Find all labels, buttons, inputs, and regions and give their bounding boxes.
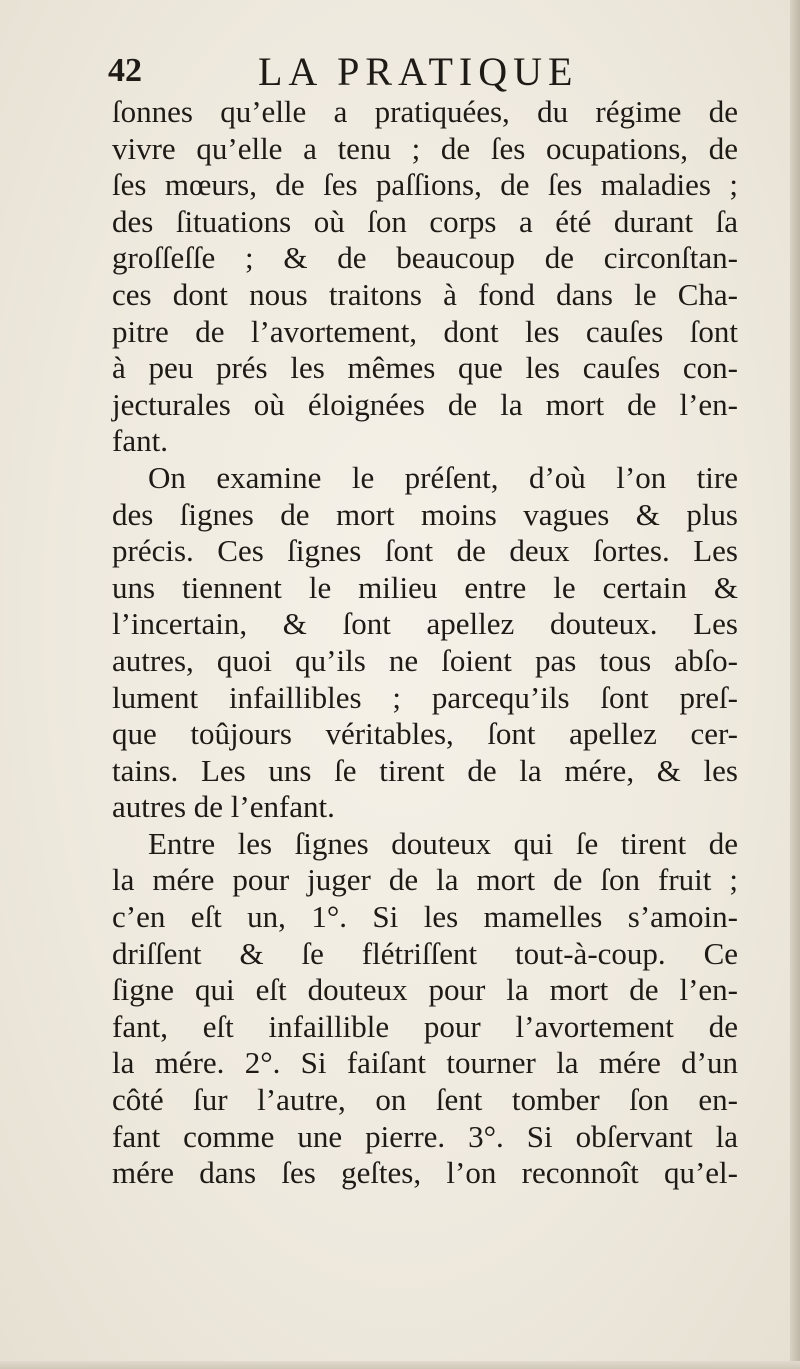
text-line: lument infaillibles ; parcequ’ils ſont preſ- <box>112 679 738 715</box>
text-line: ſonnes qu’elle a pratiquées, du régime de <box>112 94 738 129</box>
text-line: des ſignes de mort moins vagues & plus <box>112 496 738 532</box>
text-line: vivre qu’elle a tenu ; de ſes ocupations, de <box>112 130 738 166</box>
text-line: c’en eſt un, 1°. Si les mamelles s’amoin- <box>112 899 738 935</box>
text-line: fant, eſt infaillible pour l’avortement de <box>112 1008 738 1044</box>
text-line: mére dans ſes geſtes, l’on reconnoît qu’el- <box>112 1155 738 1191</box>
text-line: ſigne qui eſt douteux pour la mort de l’en- <box>112 972 738 1008</box>
text-line: fant comme une pierre. 3°. Si obſervant la <box>112 1118 738 1154</box>
text-line: tains. Les uns ſe tirent de la mére, & les <box>112 752 738 788</box>
text-line: précis. Ces ſignes ſont de deux ſortes. Les <box>112 533 738 569</box>
text-line: autres, quoi qu’ils ne ſoient pas tous abſo- <box>112 642 738 678</box>
running-title: LA PRATIQUE <box>258 49 579 94</box>
text-line: ces dont nous traitons à fond dans le Cha- <box>112 276 738 312</box>
text-line: côté ſur l’autre, on ſent tomber ſon en- <box>112 1082 738 1118</box>
text-line: uns tiennent le milieu entre le certain & <box>112 569 738 605</box>
paragraph-start-line: On examine le préſent, d’où l’on tire <box>148 459 738 495</box>
text-line: ſes mœurs, de ſes paſſions, de ſes maladies ; <box>112 167 738 203</box>
page-header <box>108 48 748 94</box>
page-number: 42 <box>108 52 142 89</box>
text-line: des ſituations où ſon corps a été durant ſa <box>112 203 738 239</box>
text-line: jecturales où éloignées de la mort de l’en- <box>112 386 738 422</box>
text-line: pitre de l’avortement, dont les cauſes ſont <box>112 313 738 349</box>
text-line: la mére pour juger de la mort de ſon fruit ; <box>112 862 738 898</box>
text-line: driſſent & ſe flétriſſent tout-à-coup. Ce <box>112 935 738 971</box>
text-line: la mére. 2°. Si faiſant tourner la mére d’un <box>112 1045 738 1081</box>
page-bottom-edge <box>0 1361 800 1369</box>
text-line: fant. <box>112 423 168 459</box>
paragraph-start-line: Entre les ſignes douteux qui ſe tirent de <box>148 825 738 861</box>
body-text <box>112 94 738 1192</box>
text-line: autres de l’enfant. <box>112 789 335 825</box>
text-line: l’incertain, & ſont apellez douteux. Les <box>112 606 738 642</box>
page-edge-shadow <box>790 0 800 1369</box>
text-line: groſſeſſe ; & de beaucoup de circonſtan- <box>112 240 738 276</box>
text-line: que toûjours véritables, ſont apellez cer- <box>112 716 738 752</box>
text-line: à peu prés les mêmes que les cauſes con- <box>112 350 738 386</box>
